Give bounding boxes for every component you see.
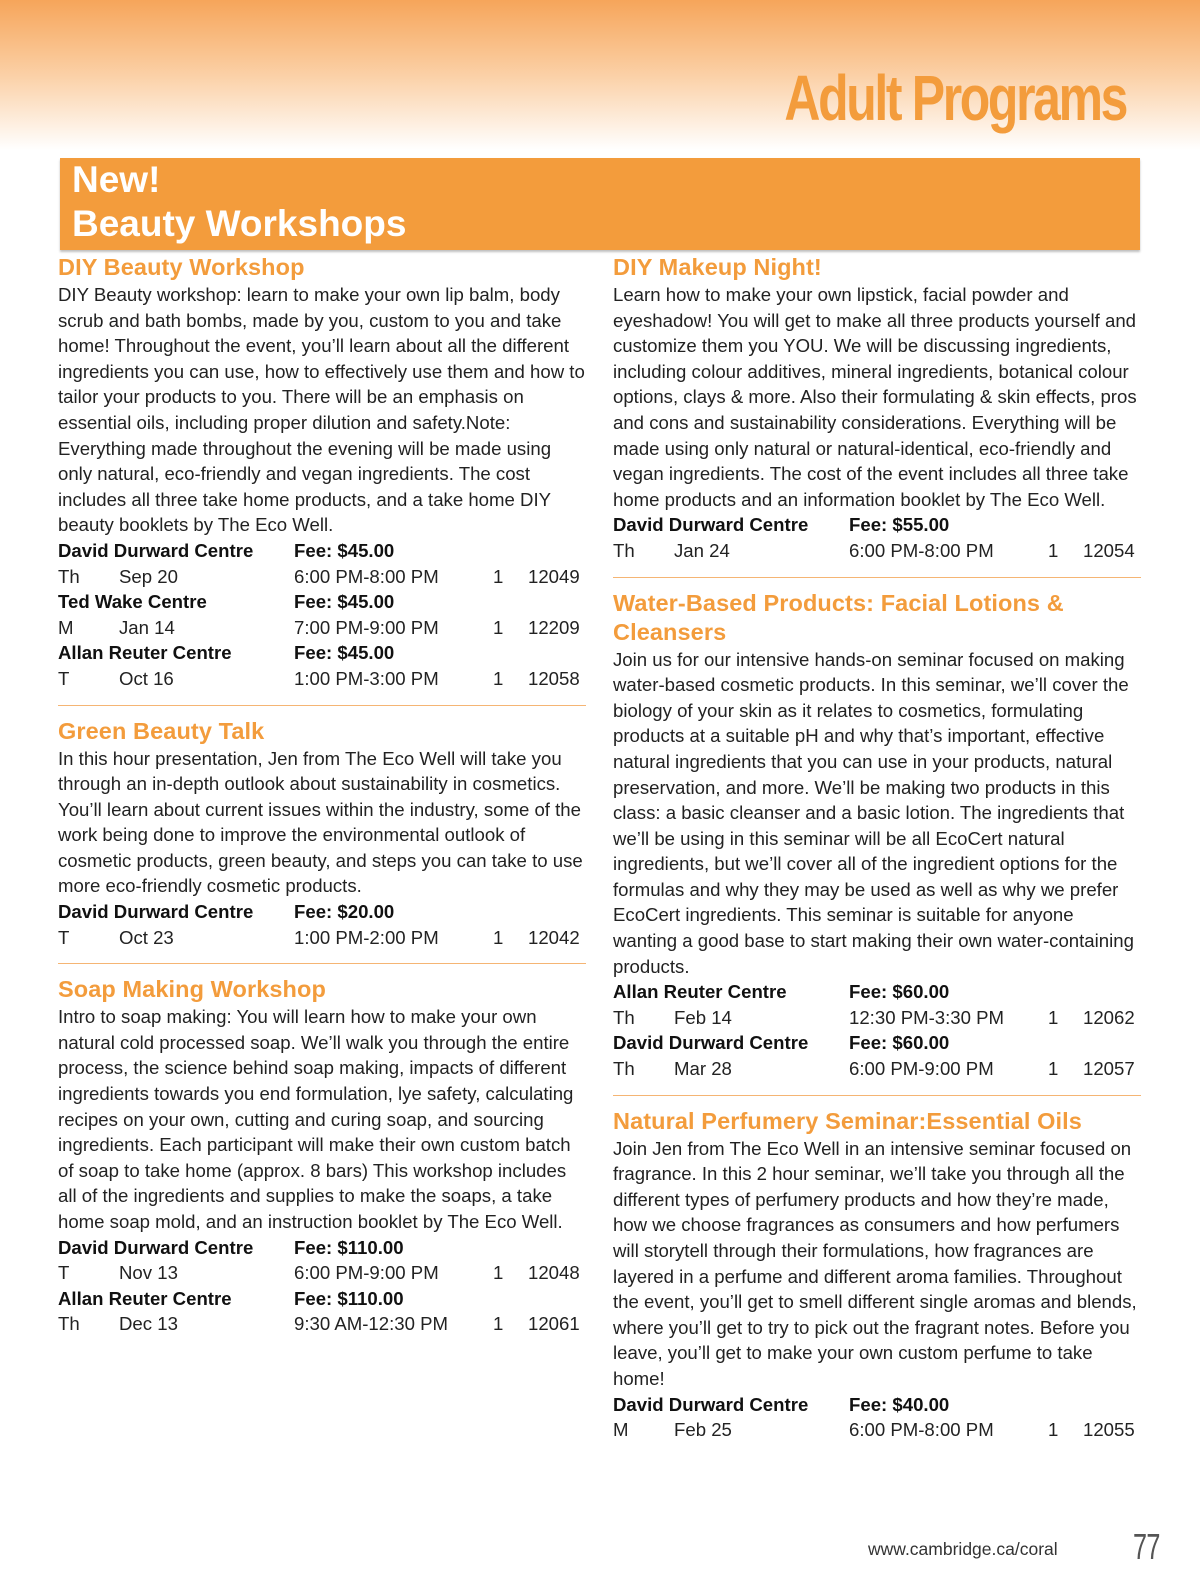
session-time: 6:00 PM-8:00 PM [849, 1419, 994, 1441]
session-count: 1 [1048, 1419, 1059, 1441]
location-name: David Durward Centre [613, 1032, 809, 1054]
section-divider [58, 705, 586, 706]
session-time: 6:00 PM-9:00 PM [849, 1058, 994, 1080]
program-description: Join us for our intensive hands-on seminar focused on making water-based cosmetic products. In this seminar, we’ll cover the biology of your skin as it relates to cosmetics, formulating products at a suitable pH and why that’s important, effective natural ingredients that you can use in your products, natural preservation, and more. We’ll be making two products in this class: a basic cleanser and a basic lotion. The ingredients that we’ll be using in this seminar will be all EcoCert natural ingredients, but we’ll cover all of the ingredient options for the formulas and why they may be used as well as why we prefer EcoCert ingredients. This seminar is suitable for anyone wanting a good base to start making their own water-containing products. [613, 648, 1134, 977]
session-date: Jan 14 [119, 616, 175, 638]
session-date: Mar 28 [674, 1058, 732, 1080]
location-row [58, 538, 586, 564]
course-code: 12054 [1083, 539, 1135, 561]
fee-label: Fee: $110.00 [294, 1287, 404, 1309]
section-divider [613, 577, 1141, 578]
session-count: 1 [1048, 1058, 1059, 1080]
session-row [58, 1311, 586, 1337]
session-day: M [58, 616, 74, 638]
course-code: 12049 [528, 565, 580, 587]
location-row [58, 899, 586, 925]
program-section [58, 717, 586, 951]
course-code: 12048 [528, 1262, 580, 1284]
program-description: Join Jen from The Eco Well in an intensive seminar focused on fragrance. In this 2 hour seminar, we’ll take you through all the different types of perfumery products and how they’re made, how we choose fragrances as consumers and how perfumers will storytell through their formulations, how fragrances are layered in a perfume and different aroma families. Throughout the event, you’ll get to smell different single aromas and blends, where you’ll get to try to pick out the fragrant notes. Before you leave, you’ll get to make your own custom perfume to take home! [613, 1137, 1137, 1389]
session-day: Th [613, 1006, 635, 1028]
course-code: 12058 [528, 667, 580, 689]
session-date: Dec 13 [119, 1313, 178, 1335]
course-code: 12057 [1083, 1058, 1135, 1080]
fee-label: Fee: $55.00 [849, 514, 950, 536]
session-count: 1 [493, 1313, 504, 1335]
location-name: Allan Reuter Centre [58, 642, 232, 664]
session-time: 6:00 PM-9:00 PM [294, 1262, 439, 1284]
session-row [613, 1056, 1141, 1082]
session-time: 1:00 PM-3:00 PM [294, 667, 439, 689]
fee-label: Fee: $110.00 [294, 1236, 404, 1258]
session-day: Th [58, 1313, 80, 1335]
session-time: 7:00 PM-9:00 PM [294, 616, 439, 638]
program-description: DIY Beauty workshop: learn to make your own lip balm, body scrub and bath bombs, made by you, custom to you and take home! Throughout the event, you’ll learn about all the different ingredients you can use, how to effectively use them and how to tailor your products to you. There will be an emphasis on essential oils, including proper dilution and safety.Note: Everything made throughout the evening will be made using only natural, eco-friendly and vegan ingredients. The cost includes all three take home products, and a take home DIY beauty booklets by The Eco Well. [58, 284, 585, 536]
session-row [58, 666, 586, 692]
session-count: 1 [1048, 539, 1059, 561]
program-title: Natural Perfumery Seminar:Essential Oils [613, 1107, 1082, 1134]
left-column [58, 253, 586, 1337]
session-date: Feb 14 [674, 1006, 732, 1028]
session-count: 1 [493, 565, 504, 587]
session-time: 6:00 PM-8:00 PM [849, 539, 994, 561]
location-name: David Durward Centre [58, 539, 254, 561]
session-day: Th [613, 539, 635, 561]
location-row [58, 640, 586, 666]
session-row [613, 1417, 1141, 1443]
session-time: 1:00 PM-2:00 PM [294, 926, 439, 948]
location-row [613, 979, 1141, 1005]
program-section [58, 253, 586, 692]
session-count: 1 [493, 667, 504, 689]
program-description: Intro to soap making: You will learn how to make your own natural cold processed soap. We’ll walk you through the entire process, the science behind soap making, impacts of different ingredients towards you end formulation, lye safety, calculating recipes on your own, cutting and curing soap, and sourcing ingredients. Each participant will make their own custom batch of soap to take home (approx. 8 bars) This workshop includes all of the ingredients and supplies to make the soaps, a take home soap mold, and an instruction booklet by The Eco Well. [58, 1006, 574, 1232]
program-description: Learn how to make your own lipstick, facial powder and eyeshadow! You will get to make all three products yourself and customize them you YOU. We will be discussing ingredients, including colour additives, mineral ingredients, botanical colour options, clays & more. Also their formulating & skin effects, pros and cons and sustainability considerations. Everything will be made using only natural or natural-identical, eco-friendly and vegan ingredients. The cost of the event includes all three take home products and an information booklet by The Eco Well. [613, 284, 1137, 510]
location-name: David Durward Centre [58, 1236, 254, 1258]
location-row [58, 589, 586, 615]
course-code: 12062 [1083, 1006, 1135, 1028]
session-count: 1 [493, 926, 504, 948]
session-date: Jan 24 [674, 539, 730, 561]
session-date: Oct 16 [119, 667, 174, 689]
session-date: Feb 25 [674, 1419, 732, 1441]
section-title: Adult Programs [784, 62, 1126, 134]
session-date: Nov 13 [119, 1262, 178, 1284]
fee-label: Fee: $45.00 [294, 642, 395, 664]
category-banner [60, 158, 1140, 250]
session-day: T [58, 926, 70, 948]
location-name: David Durward Centre [58, 901, 254, 923]
banner-category-title: Beauty Workshops [72, 203, 407, 244]
banner-new-label: New! [72, 159, 161, 200]
program-section [613, 589, 1141, 1082]
program-title: Green Beauty Talk [58, 717, 265, 744]
fee-label: Fee: $60.00 [849, 981, 950, 1003]
fee-label: Fee: $20.00 [294, 901, 395, 923]
location-name: Ted Wake Centre [58, 591, 207, 613]
location-row [613, 512, 1141, 538]
location-row [58, 1235, 586, 1261]
fee-label: Fee: $45.00 [294, 539, 395, 561]
course-code: 12055 [1083, 1419, 1135, 1441]
location-name: Allan Reuter Centre [613, 981, 787, 1003]
program-section [58, 975, 586, 1337]
session-time: 12:30 PM-3:30 PM [849, 1006, 1005, 1028]
session-count: 1 [493, 616, 504, 638]
page-number: 77 [1133, 1526, 1160, 1567]
session-date: Oct 23 [119, 926, 174, 948]
section-divider [58, 963, 586, 964]
section-divider [613, 1095, 1141, 1096]
fee-label: Fee: $45.00 [294, 591, 395, 613]
session-time: 9:30 AM-12:30 PM [294, 1313, 448, 1335]
footer-url[interactable]: www.cambridge.ca/coral [868, 1539, 1058, 1559]
location-name: David Durward Centre [613, 514, 809, 536]
session-row [613, 538, 1141, 564]
session-row [58, 615, 586, 641]
session-time: 6:00 PM-8:00 PM [294, 565, 439, 587]
session-row [58, 564, 586, 590]
program-title: Soap Making Workshop [58, 976, 326, 1003]
location-row [613, 1030, 1141, 1056]
session-day: Th [58, 565, 80, 587]
session-day: T [58, 667, 70, 689]
course-code: 12042 [528, 926, 580, 948]
session-count: 1 [1048, 1006, 1059, 1028]
program-section [613, 1107, 1141, 1443]
location-row [58, 1286, 586, 1312]
session-row [613, 1005, 1141, 1031]
session-day: M [613, 1419, 629, 1441]
session-row [58, 925, 586, 951]
location-name: Allan Reuter Centre [58, 1287, 232, 1309]
right-column [613, 253, 1141, 1443]
program-title: Water-Based Products: Facial Lotions & Cleansers [613, 589, 1064, 645]
program-title: DIY Beauty Workshop [58, 254, 305, 280]
session-date: Sep 20 [119, 565, 178, 587]
session-count: 1 [493, 1262, 504, 1284]
program-description: In this hour presentation, Jen from The Eco Well will take you through an in-depth outlook about sustainability in cosmetics. You’ll learn about current issues within the industry, some of the work being done to improve the environmental outlook of cosmetic products, green beauty, and steps you can take to use more eco-friendly cosmetic products. [58, 747, 583, 897]
program-title: DIY Makeup Night! [613, 254, 822, 280]
fee-label: Fee: $60.00 [849, 1032, 950, 1054]
location-name: David Durward Centre [613, 1393, 809, 1415]
course-code: 12209 [528, 616, 580, 638]
session-row [58, 1260, 586, 1286]
program-section [613, 253, 1141, 564]
session-day: T [58, 1262, 70, 1284]
fee-label: Fee: $40.00 [849, 1393, 950, 1415]
course-code: 12061 [528, 1313, 580, 1335]
location-row [613, 1392, 1141, 1418]
session-day: Th [613, 1058, 635, 1080]
